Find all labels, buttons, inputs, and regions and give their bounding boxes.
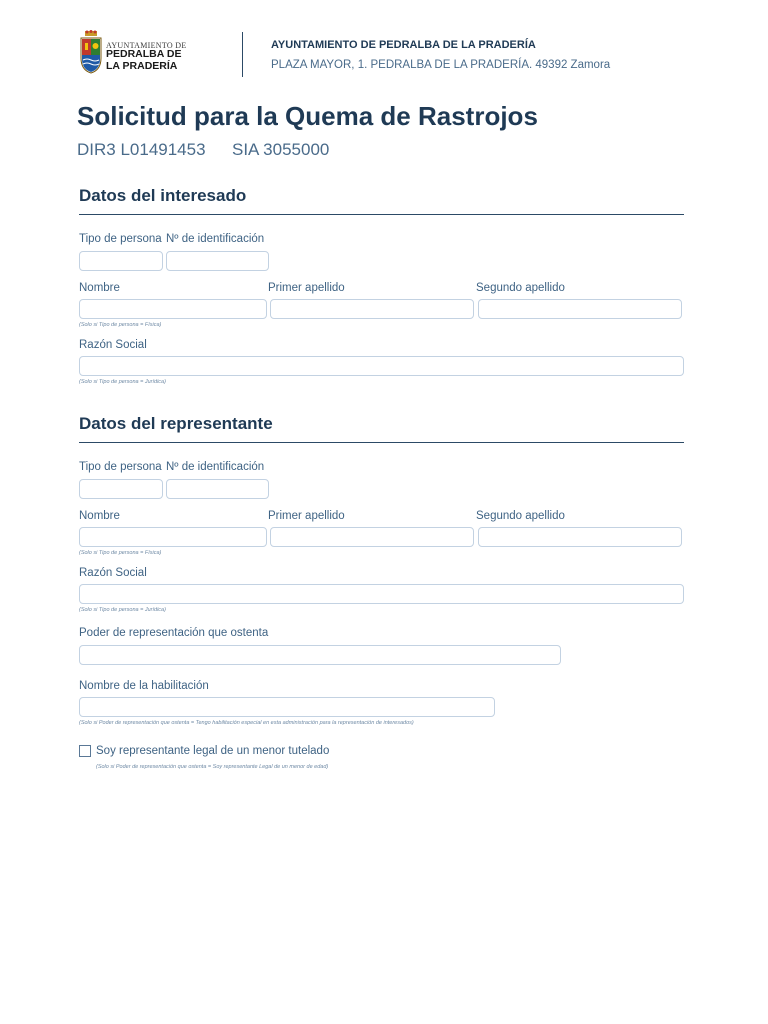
rep-identificacion-field[interactable] [166,479,269,499]
nombre-label: Nombre [79,282,120,294]
rep-nombre-field[interactable] [79,527,267,547]
section-title-representante: Datos del representante [79,414,273,433]
tipo-persona-field[interactable] [79,251,163,271]
section-divider [79,214,684,215]
section-divider [79,442,684,443]
primer-apellido-field[interactable] [270,299,474,319]
menor-tutelado-label: Soy representante legal de un menor tutelado [96,745,330,757]
rep-segundo-apellido-field[interactable] [478,527,682,547]
razon-social-field[interactable] [79,356,684,376]
rep-identificacion-label: Nº de identificación [166,461,265,473]
menor-tutelado-hint: (Solo si Poder de representación que ostenta = Soy representante Legal de un menor de edad) [96,764,329,770]
rep-nombre-label: Nombre [79,510,120,522]
coat-of-arms-icon [78,30,104,74]
dir3-code: DIR3 L01491453 [77,140,206,159]
razon-social-hint: (Solo si Tipo de persona = Jurídica) [79,379,166,385]
rep-razon-social-hint: (Solo si Tipo de persona = Jurídica) [79,607,166,613]
logo-line-1: AYUNTAMIENTO DE [106,41,187,50]
nombre-hint: (Solo si Tipo de persona = Física) [79,322,162,328]
identificacion-field[interactable] [166,251,269,271]
rep-nombre-hint: (Solo si Tipo de persona = Física) [79,550,162,556]
primer-apellido-label: Primer apellido [268,282,345,294]
habilitacion-field[interactable] [79,697,495,717]
habilitacion-hint: (Solo si Poder de representación que ostenta = Tengo habilitación especial en esta administración para la representación de interesados) [79,720,414,726]
rep-tipo-persona-field[interactable] [79,479,163,499]
menor-tutelado-checkbox[interactable] [79,745,91,757]
poder-field[interactable] [79,645,561,665]
rep-segundo-apellido-label: Segundo apellido [476,510,565,522]
logo-line-2: PEDRALBA DE [106,48,182,60]
municipality-logo [78,30,187,76]
razon-social-label: Razón Social [79,339,147,351]
poder-label: Poder de representación que ostenta [79,627,269,639]
identificacion-label: Nº de identificación [166,233,265,245]
segundo-apellido-field[interactable] [478,299,682,319]
habilitacion-label: Nombre de la habilitación [79,680,209,692]
logo-line-3: LA PRADERÍA [106,60,178,72]
sia-code: SIA 3055000 [232,140,330,159]
rep-primer-apellido-label: Primer apellido [268,510,345,522]
tipo-persona-label: Tipo de persona [79,233,162,245]
organization-address: PLAZA MAYOR, 1. PEDRALBA DE LA PRADERÍA. 49392 Zamora [271,59,611,71]
rep-razon-social-label: Razón Social [79,567,147,579]
rep-tipo-persona-label: Tipo de persona [79,461,162,473]
rep-primer-apellido-field[interactable] [270,527,474,547]
nombre-field[interactable] [79,299,267,319]
organization-name: AYUNTAMIENTO DE PEDRALBA DE LA PRADERÍA [271,39,536,51]
segundo-apellido-label: Segundo apellido [476,282,565,294]
rep-razon-social-field[interactable] [79,584,684,604]
page-title: Solicitud para la Quema de Rastrojos [77,101,538,131]
header-divider [242,32,243,77]
section-title-interesado: Datos del interesado [79,186,247,205]
